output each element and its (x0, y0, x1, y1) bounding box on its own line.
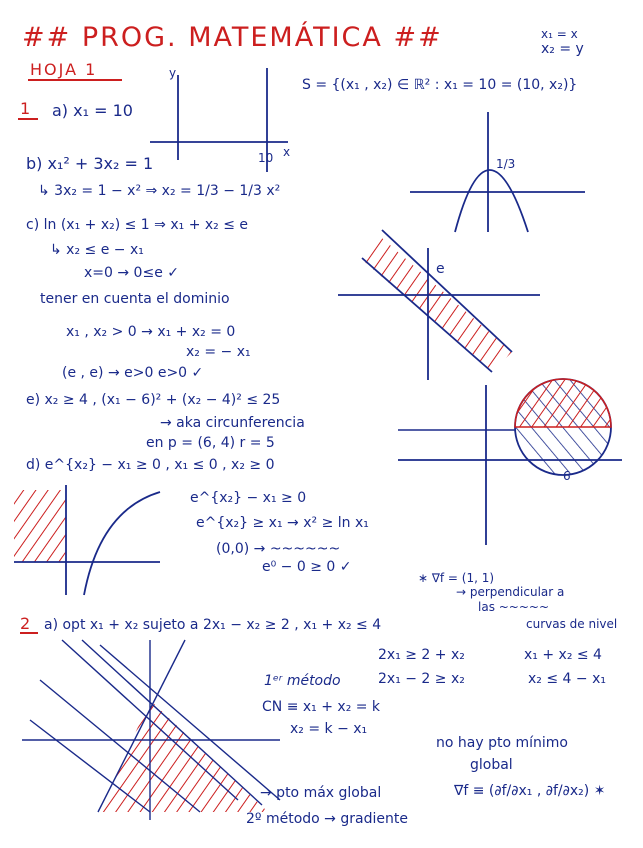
exercise-2-number: 2 (20, 614, 31, 633)
ex1-c6: x₂ = − x₁ (186, 344, 251, 360)
side-note-y: x₂ = y (541, 41, 584, 57)
ex2-c4: x₂ ≤ 4 − x₁ (528, 671, 606, 687)
ex2-gradf: ∇f ≡ (∂f/∂x₁ , ∂f/∂x₂) ✶ (454, 783, 606, 799)
ex1-d3: (0,0) → ~~~~~~ (216, 541, 341, 557)
ex2-c2: 2x₁ − 2 ≥ x₂ (378, 671, 465, 687)
graph-e-label: e (436, 261, 445, 277)
axis-x-label: x (283, 145, 291, 159)
ex2-c1: 2x₁ ≥ 2 + x₂ (378, 647, 465, 663)
ex2-curvas: curvas de nivel (526, 617, 618, 631)
graph-2a (22, 640, 280, 820)
ex1-b2: ↳ 3x₂ = 1 − x² ⇒ x₂ = 1/3 − 1/3 x² (38, 183, 281, 199)
ex1-a: a) x₁ = 10 (52, 101, 133, 120)
tick-10: 10 (258, 151, 274, 165)
ex2-metodo1: 1ᵉʳ método (264, 673, 341, 689)
ex1-c2: ↳ x₂ ≤ e − x₁ (50, 242, 144, 258)
exercise-1-number: 1 (20, 99, 31, 118)
ex1-d4: e⁰ − 0 ≥ 0 ✓ (262, 559, 352, 575)
sheet-label: HOJA 1 (30, 60, 98, 79)
ex1-b: b) x₁² + 3x₂ = 1 (26, 154, 154, 173)
side-note-x: x₁ = x (541, 27, 578, 41)
ex2-perp2: las ~~~~~ (478, 600, 550, 614)
ex1-c: c) ln (x₁ + x₂) ≤ 1 ⇒ x₁ + x₂ ≤ e (26, 217, 249, 233)
ex2-nohay: no hay pto mínimo (436, 735, 568, 751)
ex1-d1: e^{x₂} − x₁ ≥ 0 (190, 490, 307, 506)
graph-1b (410, 112, 585, 232)
ex2-m1b: x₂ = k − x₁ (290, 721, 368, 737)
axis-y-label: y (169, 66, 177, 80)
ex2-grad: ∗ ∇f = (1, 1) (418, 571, 495, 585)
ex2-metodo2: 2º método → gradiente (246, 811, 408, 827)
ex2-a: a) opt x₁ + x₂ sujeto a 2x₁ − x₂ ≥ 2 , x₁ + x₂ ≤ 4 (44, 617, 382, 633)
ex2-m1a: CN ≡ x₁ + x₂ = k (262, 699, 381, 715)
page-title: ## PROG. MATEMÁTICA ## (22, 22, 443, 53)
ex1-e3: en p = (6, 4) r = 5 (146, 435, 275, 451)
ex2-c3: x₁ + x₂ ≤ 4 (524, 647, 602, 663)
graph-1c (338, 230, 540, 380)
ex1-d2: e^{x₂} ≥ x₁ → x² ≥ ln x₁ (196, 515, 369, 531)
graph-1e (398, 379, 622, 545)
ex1-d: d) e^{x₂} − x₁ ≥ 0 , x₁ ≤ 0 , x₂ ≥ 0 (26, 457, 275, 473)
parabola-vertex-label: 1/3 (496, 157, 516, 171)
ex1-e: e) x₂ ≥ 4 , (x₁ − 6)² + (x₂ − 4)² ≤ 25 (26, 392, 281, 408)
ex1-c5: x₁ , x₂ > 0 → x₁ + x₂ = 0 (66, 324, 236, 340)
ex2-perp: → perpendicular a (456, 585, 565, 599)
ex1-c3: x=0 → 0≤e ✓ (84, 265, 179, 281)
ex1-c7: (e , e) → e>0 e>0 ✓ (62, 365, 204, 381)
ex1-c4: tener en cuenta el dominio (40, 291, 230, 307)
circle-center-label: 6 (563, 469, 571, 483)
ex2-global: global (470, 757, 513, 773)
ex1-e2: → aka circunferencia (160, 415, 305, 431)
ex2-ptomax: → pto máx global (260, 785, 382, 801)
ex1-set: S = {(x₁ , x₂) ∈ ℝ² : x₁ = 10 = (10, x₂)} (302, 77, 578, 93)
graph-1d (14, 485, 160, 595)
